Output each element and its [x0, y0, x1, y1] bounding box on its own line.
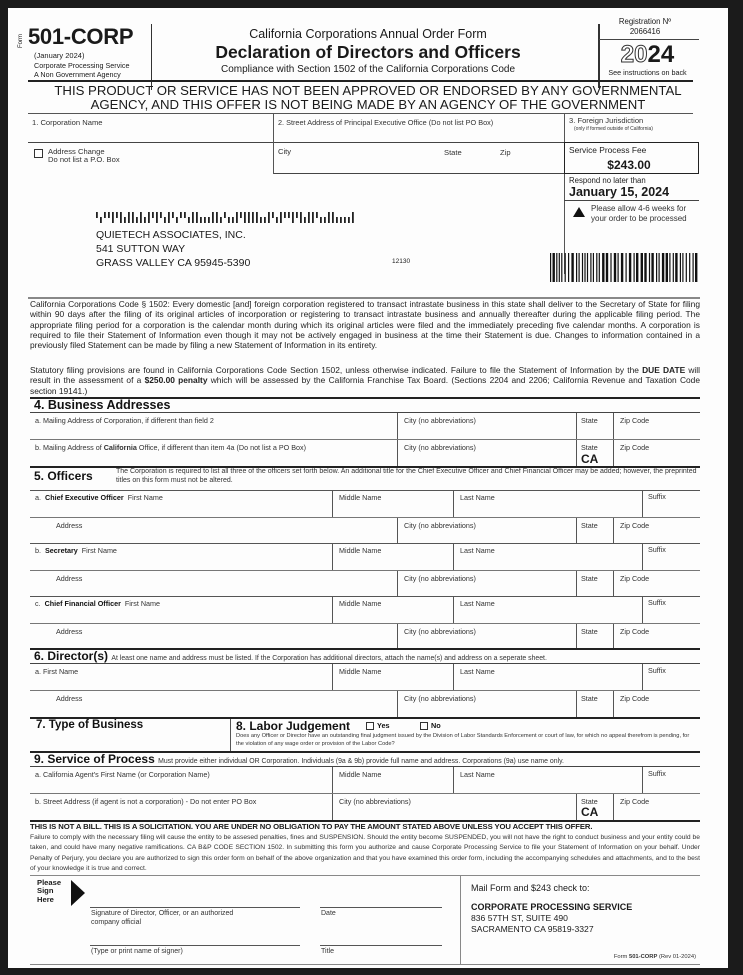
tracking-barcode-bar — [610, 253, 611, 282]
year-outline: 20 — [620, 41, 648, 68]
postal-barcode-bar — [252, 212, 254, 223]
issuer-name: Corporate Processing Service — [34, 61, 130, 70]
postal-barcode-bar — [264, 217, 266, 223]
mail-to-city: SACRAMENTO CA 95819-3327 — [471, 924, 594, 934]
corp-name-underline — [28, 142, 274, 143]
tracking-barcode-bar — [561, 253, 562, 282]
officer-address-field[interactable] — [30, 518, 397, 543]
form-title: Declaration of Directors and Officers — [215, 42, 521, 62]
postal-barcode-bar — [192, 212, 194, 223]
tracking-barcode-bar — [579, 253, 580, 282]
issuer-note: A Non Government Agency — [34, 70, 121, 79]
s9a-label: a. California Agent's First Name (or Corporation Name) — [35, 770, 210, 779]
print-name-line — [90, 945, 300, 946]
officer-state-label: State — [581, 574, 598, 583]
registration-number: 2066416 — [629, 27, 661, 36]
section7-title: 7. Type of Business — [36, 719, 144, 731]
tracking-barcode-bar — [565, 253, 566, 282]
mailer-code: 12130 — [392, 258, 411, 265]
tracking-barcode-bar — [689, 253, 690, 282]
s9-last-label: Last Name — [460, 770, 495, 779]
solicitation-body: Failure to comply with the necessary filing will cause the entity to be assesed penalties, fines and SUSPENSION. Should the entity become SUSPENDED, you will not have the right to conduct business and your entity could be taken, and could have many negative ramifications. CA B&P CODE SECTION 1502. In submitting this form you authorize and cause Corporate Processing Service to file your Statement of Information on your behalf. Under Penalty of Perjury, you declare you are authorized to sign this order form on behalf of the above organization and that you have examined this order form, including the accompanying schedules and attachments, and to the best of your knowledge it is true and correct. — [30, 834, 700, 873]
form-number: 501-CORP — [28, 24, 134, 49]
please-sign-here — [37, 879, 61, 904]
postal-barcode-bar — [212, 212, 214, 223]
officer-title: Secretary — [45, 546, 78, 555]
foreign-jurisdiction-label: 3. Foreign Jurisdiction — [569, 116, 644, 125]
officer-zip-label: Zip Code — [620, 574, 650, 583]
postal-barcode-bar — [204, 217, 206, 223]
s4b-state-label: State — [581, 443, 598, 452]
tracking-barcode-bar — [587, 253, 588, 282]
postal-barcode-bar — [100, 217, 102, 223]
form-date: (January 2024) — [34, 51, 85, 60]
officer-title-label — [35, 599, 160, 608]
section6-title — [34, 649, 547, 663]
city-field[interactable] — [274, 143, 564, 173]
respond-underline — [564, 200, 699, 201]
address-change-checkbox[interactable] — [34, 149, 43, 158]
postal-barcode-bar — [172, 212, 174, 218]
postal-barcode-bar — [260, 217, 262, 223]
tracking-barcode-bar — [682, 253, 683, 282]
s6-middle-label: Middle Name — [339, 667, 382, 676]
section4-title: 4. Business Addresses — [34, 398, 171, 412]
here-text: Here — [37, 894, 54, 904]
postal-barcode-bar — [244, 212, 246, 223]
tracking-barcode-bar — [634, 253, 635, 282]
officer-last-name-label: Last Name — [460, 599, 495, 608]
address-change-note: Do not list a P.O. Box — [48, 155, 120, 164]
s9-city-label: City (no abbreviations) — [339, 797, 411, 806]
tracking-barcode-bar — [662, 253, 664, 282]
mail-to-company: CORPORATE PROCESSING SERVICE — [471, 902, 633, 912]
postal-barcode-bar — [232, 217, 234, 223]
respond-by-label: Respond no later than — [569, 176, 646, 185]
postal-barcode-bar — [164, 217, 166, 223]
s4b-zip-label: Zip Code — [620, 443, 650, 452]
disclaimer-line1: THIS PRODUCT OR SERVICE HAS NOT BEEN APPROVED OR ENDORSED BY ANY GOVERNMENTAL — [54, 83, 682, 98]
officer-first-name-label: First Name — [127, 493, 163, 502]
postal-barcode-bar — [352, 212, 354, 223]
officer-middle-name-label: Middle Name — [339, 546, 382, 555]
postal-barcode-bar — [216, 212, 218, 223]
tracking-barcode-bar — [568, 253, 569, 282]
s4b-label-pre: b. Mailing Address of — [35, 443, 104, 452]
tracking-barcode-bar — [651, 253, 653, 282]
postal-barcode-bar — [308, 212, 310, 223]
labor-no-label: No — [431, 721, 441, 730]
tracking-barcode-bar — [644, 253, 646, 282]
registration-label: Registration Nº — [618, 17, 672, 26]
postal-barcode-bar — [224, 212, 226, 218]
s4b-label — [35, 443, 306, 452]
postal-barcode-bar — [332, 212, 334, 223]
footer-revision: (Rev 01-2024) — [657, 954, 696, 960]
signature-line — [90, 907, 300, 908]
street-address-label: 2. Street Address of Principal Executive Office (Do not list PO Box) — [278, 118, 494, 127]
legal-paragraph-2 — [30, 365, 700, 396]
sign-here-arrow-icon — [71, 880, 85, 906]
officer-title-label — [35, 546, 117, 555]
s4b-city-label: City (no abbreviations) — [404, 443, 476, 452]
sign-text: Sign — [37, 886, 54, 896]
legal-p2-a: Statutory filing provisions are found in California Corporations Code Section 1502, unless otherwise indicated. Failure to file the Statement of Information by the — [30, 365, 643, 375]
postal-barcode-bar — [188, 217, 190, 223]
tracking-barcode — [550, 253, 698, 282]
title-label: Title — [321, 948, 334, 955]
postal-barcode-bar — [148, 212, 150, 223]
postal-barcode-bar — [176, 217, 178, 223]
tracking-barcode-bar — [614, 253, 616, 282]
officer-first-name-label: First Name — [81, 546, 117, 555]
postal-barcode-bar — [300, 212, 302, 223]
postal-barcode-bar — [160, 212, 162, 218]
s9-state-label: State — [581, 797, 598, 806]
director-address-field[interactable] — [30, 691, 397, 717]
officer-state-label: State — [581, 521, 598, 530]
officer-letter: b. — [35, 546, 41, 555]
order-form-page — [8, 8, 728, 968]
officer-zip-label: Zip Code — [620, 521, 650, 530]
postal-barcode-bar — [228, 217, 230, 223]
postal-barcode-bar — [276, 217, 278, 223]
print-name-label: (Type or print name of signer) — [91, 948, 183, 955]
labor-judgement-question: Does any Officer or Director have an outstanding final judgment issued by the Division of Labor Standards Enforcement or court of law, for which no appeal therefrom is pending, for the violation of any wage order or provision of the Labor Code? — [236, 733, 690, 747]
officer-middle-name-label: Middle Name — [339, 599, 382, 608]
mail-to-street: 836 57TH ST, SUITE 490 — [471, 913, 568, 923]
mail-to-divider — [460, 876, 461, 964]
state-label: State — [444, 148, 462, 157]
tracking-barcode-bar — [673, 253, 674, 282]
postal-barcode-bar — [184, 212, 186, 218]
postal-barcode-bar — [136, 217, 138, 223]
postal-barcode-bar — [108, 212, 110, 218]
date-label: Date — [321, 910, 336, 917]
legal-p2-c: which will be assessed by the California Franchise Tax Board. (Sections 2204 and 2206; California Revenue and Taxation Code section 19141.) — [30, 375, 700, 396]
officer-suffix-label: Suffix — [648, 545, 666, 554]
postal-barcode-bar — [112, 212, 114, 223]
penalty-emphasis: $250.00 penalty — [144, 375, 208, 386]
signature-field[interactable] — [90, 884, 300, 906]
tracking-barcode-bar — [593, 253, 594, 282]
s9b-state-value: CA — [581, 805, 599, 819]
tracking-barcode-bar — [659, 253, 660, 282]
tracking-barcode-bar — [596, 253, 597, 282]
officer-last-name-label: Last Name — [460, 546, 495, 555]
corporation-name-label: 1. Corporation Name — [32, 118, 103, 127]
postal-barcode-bar — [152, 212, 154, 218]
officer-title-label — [35, 493, 163, 502]
postal-barcode-bar — [200, 217, 202, 223]
section9-title-text: 9. Service of Process — [34, 752, 155, 766]
postal-barcode-bar — [128, 212, 130, 223]
officer-address-label: Address — [56, 627, 83, 636]
tracking-barcode-bar — [621, 253, 623, 282]
postal-barcode-bar — [132, 212, 134, 223]
registration-divider — [599, 39, 699, 40]
form-subtitle: Compliance with Section 1502 of the California Corporations Code — [220, 64, 516, 75]
section9-note: Must provide either individual OR Corporation. Individuals (9a & 9b) provide full name and address. Corporations (9a) use name only. — [158, 758, 564, 765]
tracking-barcode-bar — [641, 253, 643, 282]
tracking-barcode-bar — [582, 253, 583, 282]
postal-barcode-bar — [96, 212, 98, 218]
bottom-rule — [30, 964, 700, 965]
postal-barcode-bar — [156, 212, 158, 223]
postal-barcode — [96, 212, 356, 224]
postal-barcode-bar — [236, 212, 238, 223]
tracking-barcode-bar — [590, 253, 591, 282]
tracking-barcode-bar — [571, 253, 573, 282]
tracking-barcode-bar — [599, 253, 600, 282]
addressee-name: QUIETECH ASSOCIATES, INC. — [96, 229, 246, 241]
footer-form-word: Form — [613, 954, 629, 960]
postal-barcode-bar — [272, 212, 274, 218]
tracking-barcode-bar — [550, 253, 551, 282]
address-change-label: Address Change — [48, 147, 105, 156]
footer-form-number: 501-CORP — [628, 954, 658, 960]
section6-title-text: 6. Director(s) — [34, 649, 109, 663]
solicitation-headline: THIS IS NOT A BILL. THIS IS A SOLICITATION. YOU ARE UNDER NO OBLIGATION TO PAY THE AMOUNT STATED ABOVE UNLESS YOU ACCEPT THIS OFFER. — [30, 822, 593, 831]
s9-zip-label: Zip Code — [620, 797, 650, 806]
foreign-jurisdiction-note: (only if formed outside of California) — [574, 126, 653, 132]
s9b-label: b. Street Address (if agent is not a corporation) - Do not enter PO Box — [35, 797, 257, 806]
year-bold: 24 — [647, 41, 675, 68]
tracking-barcode-bar — [666, 253, 668, 282]
postal-barcode-bar — [116, 212, 118, 218]
postal-barcode-bar — [120, 212, 122, 223]
officer-city-label: City (no abbreviations) — [404, 627, 476, 636]
city-underline — [274, 173, 564, 174]
officer-first-name-label: First Name — [124, 599, 161, 608]
s6-last-label: Last Name — [460, 667, 495, 676]
date-field[interactable] — [320, 884, 442, 906]
form-word: Form — [18, 34, 24, 48]
tracking-barcode-bar — [629, 253, 631, 282]
postal-barcode-bar — [344, 217, 346, 223]
tracking-barcode-bar — [669, 253, 670, 282]
postal-barcode-bar — [316, 212, 318, 218]
header-rule — [28, 80, 693, 82]
tracking-barcode-bar — [675, 253, 677, 282]
tracking-barcode-bar — [636, 253, 638, 282]
s6-zip-label: Zip Code — [620, 694, 650, 703]
title-field[interactable] — [320, 922, 442, 944]
legal-p2-b: will result in the assessment of a — [30, 365, 700, 386]
postal-barcode-bar — [284, 212, 286, 218]
officer-city-label: City (no abbreviations) — [404, 574, 476, 583]
labor-judgement-yes-checkbox[interactable] — [366, 722, 374, 730]
postal-barcode-bar — [304, 217, 306, 223]
postal-barcode-bar — [280, 212, 282, 223]
s6-address-label: Address — [56, 694, 83, 703]
officer-last-name-label: Last Name — [460, 493, 495, 502]
s6-first-label: a. First Name — [35, 667, 79, 676]
print-name-field[interactable] — [90, 922, 300, 944]
postal-barcode-bar — [196, 212, 198, 223]
tracking-barcode-bar — [559, 253, 560, 282]
officer-title: Chief Financial Officer — [44, 599, 121, 608]
officer-address-label: Address — [56, 574, 83, 583]
section6-note: At least one name and address must be listed. If the Corporation has additional directors, attach the name(s) and address on a seperate sheet. — [111, 655, 547, 662]
service-fee-value: $243.00 — [607, 158, 651, 172]
labor-yes-label: Yes — [377, 721, 390, 730]
processing-note-line1: Please allow 4-6 weeks for — [591, 204, 687, 213]
tracking-barcode-bar — [606, 253, 608, 282]
signature-top-rule — [30, 875, 700, 876]
officer-suffix-label: Suffix — [648, 492, 666, 501]
officer-title: Chief Executive Officer — [45, 493, 124, 502]
warning-triangle-icon — [573, 207, 585, 217]
postal-barcode-bar — [248, 212, 250, 223]
s4a-state-label: State — [581, 416, 598, 425]
officer-middle-name-label: Middle Name — [339, 493, 382, 502]
postal-barcode-bar — [168, 212, 170, 223]
section9-title — [34, 752, 564, 766]
form-title-line1: California Corporations Annual Order Form — [249, 27, 487, 41]
postal-barcode-bar — [336, 217, 338, 223]
officer-city-label: City (no abbreviations) — [404, 521, 476, 530]
s4a-label: a. Mailing Address of Corporation, if different than field 2 — [35, 416, 214, 425]
postal-barcode-bar — [104, 212, 106, 218]
due-date-emphasis: DUE DATE — [642, 365, 686, 375]
zip-label: Zip — [500, 148, 511, 157]
postal-barcode-bar — [140, 212, 142, 223]
postal-barcode-bar — [268, 212, 270, 223]
postal-barcode-bar — [324, 217, 326, 223]
tracking-barcode-bar — [584, 253, 585, 282]
section5-title: 5. Officers — [34, 469, 93, 483]
postal-barcode-bar — [328, 212, 330, 223]
s6-city-label: City (no abbreviations) — [404, 694, 476, 703]
tracking-barcode-bar — [556, 253, 557, 282]
officer-address-label: Address — [56, 521, 83, 530]
tracking-barcode-bar — [693, 253, 694, 282]
s4b-label-post: Office, if different than item 4a (Do not list a PO Box) — [136, 443, 306, 452]
tracking-barcode-bar — [618, 253, 619, 282]
date-line — [320, 907, 442, 908]
mail-to-intro: Mail Form and $243 check to: — [471, 883, 590, 893]
addressee-city-state-zip: GRASS VALLEY CA 95945-5390 — [96, 257, 251, 269]
s4b-state-value: CA — [581, 452, 599, 466]
postal-barcode-bar — [124, 217, 126, 223]
signature-label-2: company official — [91, 919, 142, 926]
tracking-barcode-bar — [602, 253, 604, 282]
s4a-city-label: City (no abbreviations) — [404, 416, 476, 425]
tracking-barcode-bar — [656, 253, 657, 282]
legal-paragraph-1: California Corporations Code § 1502: Every domestic [and] foreign corporation registered to transact intrastate business in this state shall deliver to the Secretary of State for filing within 90 days after the filing of its original articles of incorporation or registering to transact intrastate business and annually thereafter during the applicable filing period. The appropriate filing period for a corporation is the calendar month during which its original articles were filed and the immediately preceding five calendar months. A corporation is required to file their Statement of Information even though it may not be actively engaged in business at the time their Statement is due. Changes to information contained in a previously filed Statement can be made by filing a new Statement of Information in its entirety. — [30, 299, 700, 351]
postal-barcode-bar — [348, 217, 350, 223]
disclaimer-line2: AGENCY, AND THIS OFFER IS NOT BEING MADE BY AN AGENCY OF THE GOVERNMENT — [90, 97, 646, 112]
instructions-note: See instructions on back — [608, 68, 687, 77]
postal-barcode-bar — [288, 212, 290, 218]
s4b-label-bold: California — [103, 443, 137, 452]
postal-barcode-bar — [220, 217, 222, 223]
tracking-barcode-bar — [576, 253, 577, 282]
s4a-zip-label: Zip Code — [620, 416, 650, 425]
officer-suffix-label: Suffix — [648, 598, 666, 607]
officer-letter: c. — [35, 599, 41, 608]
city-label: City — [278, 147, 292, 156]
postal-barcode-bar — [296, 212, 298, 218]
postal-barcode-bar — [256, 212, 258, 223]
officer-address-field[interactable] — [30, 571, 397, 596]
tracking-barcode-bar — [649, 253, 650, 282]
please-text: Please — [37, 878, 62, 887]
respond-by-date: January 15, 2024 — [569, 185, 670, 199]
signature-label-1: Signature of Director, Officer, or an authorized — [91, 910, 234, 917]
officer-address-field[interactable] — [30, 624, 397, 649]
tracking-barcode-bar — [626, 253, 627, 282]
s9-suffix-label: Suffix — [648, 769, 666, 778]
officer-state-label: State — [581, 627, 598, 636]
postal-barcode-bar — [180, 212, 182, 218]
service-fee-label: Service Process Fee — [569, 145, 647, 155]
tracking-barcode-bar — [686, 253, 687, 282]
officer-zip-label: Zip Code — [620, 627, 650, 636]
title-line — [320, 945, 442, 946]
labor-judgement-no-checkbox[interactable] — [420, 722, 428, 730]
tracking-barcode-bar — [695, 253, 697, 282]
postal-barcode-bar — [208, 217, 210, 223]
s9-middle-label: Middle Name — [339, 770, 382, 779]
postal-barcode-bar — [144, 217, 146, 223]
section5-note: The Corporation is required to list all three of the officers set forth below. An additional title for the Chief Executive Officer and Chief Financial Officer may be added; however, the preprinted titles on this form must not be altered. — [116, 468, 697, 485]
officer-letter: a. — [35, 493, 41, 502]
s6-state-label: State — [581, 694, 598, 703]
s6-suffix-label: Suffix — [648, 666, 666, 675]
postal-barcode-bar — [312, 212, 314, 223]
processing-note-line2: your order to be processed — [591, 214, 687, 223]
postal-barcode-bar — [320, 217, 322, 223]
tracking-barcode-bar — [680, 253, 681, 282]
postal-barcode-bar — [292, 212, 294, 223]
s7-s8-divider — [230, 719, 231, 751]
postal-barcode-bar — [340, 217, 342, 223]
section8-title: 8. Labor Judgement — [236, 719, 351, 733]
postal-barcode-bar — [240, 212, 242, 218]
form-revision-footer — [568, 954, 696, 960]
addressee-street: 541 SUTTON WAY — [96, 243, 186, 255]
tracking-barcode-bar — [553, 253, 555, 282]
year-badge — [600, 41, 695, 69]
